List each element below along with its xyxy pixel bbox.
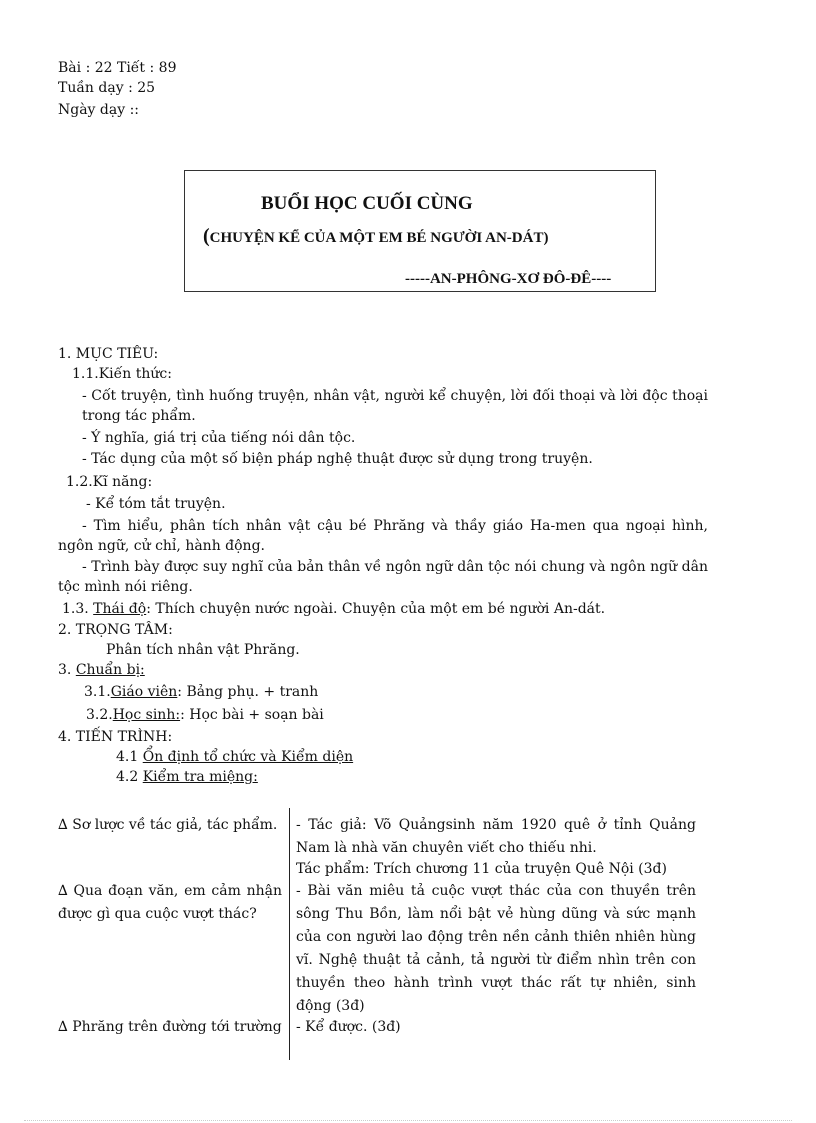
focus-text: Phân tích nhân vật Phrăng. [106,642,300,658]
answer-1: - Tác giả: Võ Quảngsinh năm 1920 quê ở tỉnh Quảng Nam là nhà văn chuyên viết cho thiếu nhi. [296,817,696,856]
attitude-text: : Thích chuyện nước ngoài. Chuyện của một em bé người An-dát. [146,601,606,617]
step1-label: Ổn định tổ chức và Kiểm diện [142,749,354,765]
attitude-number: 1.3. [62,601,89,617]
question-1: ∆ Sơ lược về tác giả, tác phẩm. [58,817,278,833]
subtitle-text: CHUYỆN KỂ CỦA MỘT EM BÉ NGƯỜI AN-DÁT) [209,230,549,246]
preparation-number: 3. [58,662,72,678]
preparation-teacher [84,682,318,702]
subtitle-paren: ( [203,225,210,247]
skills-item-3: - Trình bày được suy nghĩ của bản thân về ngôn ngữ dân tộc nói chung và ngôn ngữ dân tộc mình nói riêng. [58,559,708,595]
answer-2: - Bài văn miêu tả cuộc vượt thác của con thuyền trên sông Thu Bồn, làm nổi bật vẻ hùng dũng và sức mạnh của con người lao động trên nền cảnh thiên nhiên hùng vĩ. Nghệ thuật tả cảnh, tả người từ điểm nhìn trên con thuyền theo hành trình vượt thác rất tự nhiên, sinh động (3đ) [296,883,696,1014]
section-preparation [58,660,145,680]
question-3: ∆ Phrăng trên đường tới trường [58,1019,282,1035]
step2-label: Kiểm tra miệng: [142,769,258,785]
knowledge-item-2: - Ý nghĩa, giá trị của tiếng nói dân tộc. [82,430,356,446]
question-2: ∆ Qua đoạn văn, em cảm nhận được gì qua cuộc vượt thác? [58,883,282,922]
section-knowledge: 1.1.Kiến thức: [72,366,172,382]
preparation-label: Chuẩn bị: [75,662,145,678]
author-name: -----AN-PHÔNG-XƠ ĐÔ-ĐÊ---- [405,271,612,287]
preparation-student [86,705,324,725]
attitude-label: Thái độ [93,601,147,617]
lesson-title: BUỔI HỌC CUỐI CÙNG [261,193,473,214]
process-step-2 [116,767,258,787]
skills-item-1: - Kể tóm tắt truyện. [86,496,226,512]
skills-item-2: - Tìm hiểu, phân tích nhân vật cậu bé Phrăng và thầy giáo Ha-men qua ngoại hình, ngôn ngữ, cử chỉ, hành động. [58,518,708,554]
knowledge-item-1: - Cốt truyện, tình huống truyện, nhân vật, người kể chuyện, lời đối thoại và lời độc thoại trong tác phẩm. [82,388,708,424]
teaching-week: Tuần dạy : 25 [58,80,156,96]
student-label: Học sinh: [112,707,181,723]
teacher-number: 3.1. [84,684,111,700]
step1-number: 4.1 [116,749,139,765]
step2-number: 4.2 [116,769,139,785]
answer-1-work: Tác phẩm: Trích chương 11 của truyện Quê Nội (3đ) [296,861,667,877]
lesson-subtitle [203,225,548,248]
page-bottom-rule [24,1120,792,1122]
process-step-1 [116,747,353,767]
section-skills: 1.2.Kĩ năng: [66,474,153,490]
student-number: 3.2. [86,707,113,723]
student-text: : Học bài + soạn bài [180,707,324,723]
section-process: 4. TIẾN TRÌNH: [58,729,173,745]
answer-3: - Kể được. (3đ) [296,1019,401,1035]
title-box [184,170,656,292]
knowledge-item-3: - Tác dụng của một số biện pháp nghệ thuật được sử dụng trong truyện. [82,451,593,467]
section-attitude [62,599,605,619]
lesson-number: Bài : 22 Tiết : 89 [58,60,177,76]
section-focus: 2. TRỌNG TÂM: [58,622,173,638]
teaching-date: Ngày dạy :: [58,102,140,118]
teacher-label: Giáo viên [110,684,178,700]
section-objectives: 1. MỤC TIÊU: [58,346,159,362]
teacher-text: : Bảng phụ. + tranh [177,684,319,700]
table-divider [289,808,290,1060]
